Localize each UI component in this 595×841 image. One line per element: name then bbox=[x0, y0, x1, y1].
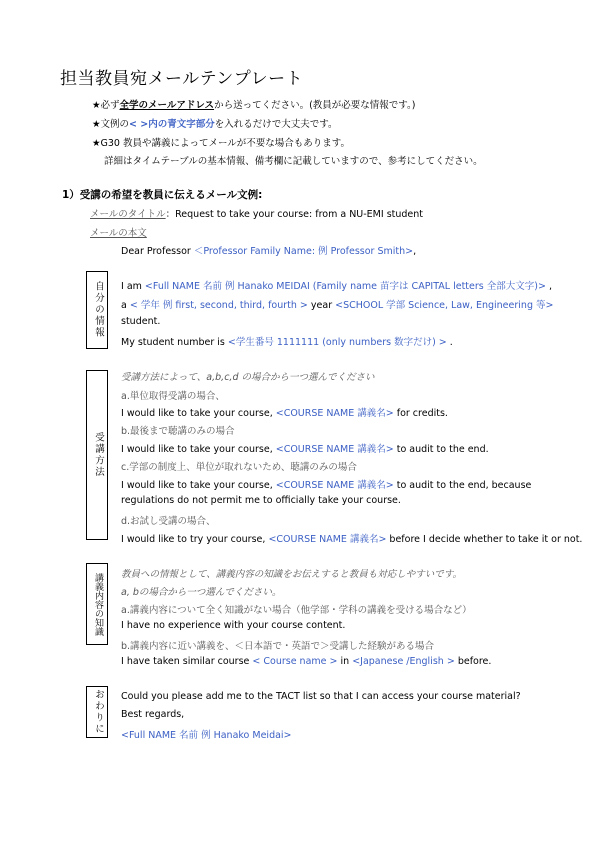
course-name-placeholder: <COURSE NAME 講義名> bbox=[275, 480, 394, 491]
method-c-label: c.学部の制度上、単位が取れないため、聴講のみの場合 bbox=[121, 462, 357, 473]
method-b-suffix: to audit to the end. bbox=[393, 444, 489, 455]
student-number-placeholder: <学生番号 1111111 (only numbers 数字だけ) > bbox=[227, 337, 447, 348]
full-name-placeholder: <Full NAME 名前 例 Hanako MEIDAI (Family name 苗字は CAPITAL letters 全部大文字)> bbox=[144, 281, 546, 292]
knowledge-a-label: a.講義内容について全く知識がない場合（他学部・学科の講義を受ける場合など） bbox=[121, 605, 472, 616]
knowledge-b-text bbox=[121, 656, 491, 667]
a-text: a bbox=[121, 300, 130, 311]
knowledge-b-label: b.講義内容に近い講義を、＜日本語で・英語で＞受講した経験がある場合 bbox=[121, 641, 435, 652]
note-1-emphasis: 全学のメールアドレス bbox=[119, 100, 215, 111]
iam-text: I am bbox=[121, 281, 145, 292]
note-1-prefix: ★必ず bbox=[92, 100, 120, 111]
method-a-text bbox=[121, 405, 448, 419]
closing-signature: <Full NAME 名前 例 Hanako Meidai> bbox=[121, 730, 292, 741]
method-b-label: b.最後まで聴講のみの場合 bbox=[121, 426, 235, 437]
subject-line bbox=[90, 206, 423, 220]
closing-line-2: Best regards, bbox=[121, 709, 185, 720]
method-tag bbox=[86, 370, 108, 540]
self-info-line-3: student. bbox=[121, 316, 161, 327]
note-2-suffix: を入れるだけで大丈夫です。 bbox=[214, 119, 338, 130]
professor-name-placeholder: ＜Professor Family Name: 例 Professor Smith> bbox=[193, 246, 414, 257]
self-info-line-4 bbox=[121, 334, 453, 348]
school-placeholder: <SCHOOL 学部 Science, Law, Engineering 等> bbox=[335, 300, 554, 311]
knowledge-b-prefix: I have taken similar course bbox=[121, 656, 253, 667]
closing-line-1: Could you please add me to the TACT list so that I can access your course material? bbox=[121, 691, 521, 702]
knowledge-intro-2: a, bの場合から一つ選んでください。 bbox=[121, 587, 282, 598]
method-d-text bbox=[121, 531, 582, 545]
closing-tag-text: おわりに bbox=[93, 689, 104, 735]
method-a-prefix: I would like to take your course, bbox=[121, 408, 276, 419]
closing-tag bbox=[86, 686, 108, 738]
note-2-emphasis: < >内の青文字部分 bbox=[129, 119, 215, 130]
method-intro: 受講方法によって、a,b,c,d の場合から一つ選んでください bbox=[121, 372, 375, 383]
method-b-text bbox=[121, 441, 489, 455]
note-2 bbox=[92, 116, 338, 130]
page-title: 担当教員宛メールテンプレート bbox=[60, 69, 304, 89]
greeting-prefix: Dear Professor bbox=[121, 246, 194, 257]
in-text: in bbox=[337, 656, 353, 667]
course-name-placeholder: <COURSE NAME 講義名> bbox=[275, 408, 394, 419]
note-2-prefix: ★文例の bbox=[92, 119, 130, 130]
method-c-text bbox=[121, 477, 531, 491]
self-info-tag bbox=[86, 271, 108, 349]
method-tag-text: 受講方法 bbox=[93, 432, 104, 478]
self-info-line-1 bbox=[121, 278, 552, 292]
note-1-suffix: から送ってください。(教員が必要な情報です。) bbox=[214, 100, 416, 111]
note-1 bbox=[92, 97, 415, 111]
note-4: 詳細はタイムテーブルの基本情報、備考欄に記載していますので、参考にしてください。 bbox=[104, 156, 483, 167]
self-info-line-2 bbox=[121, 297, 553, 311]
knowledge-a-text: I have no experience with your course content. bbox=[121, 620, 346, 631]
year-placeholder: < 学年 例 first, second, third, fourth > bbox=[129, 300, 308, 311]
course-name-placeholder: <COURSE NAME 講義名> bbox=[275, 444, 394, 455]
subject-label: メールのタイトル bbox=[90, 209, 166, 220]
comma-text: , bbox=[545, 281, 552, 292]
knowledge-intro-1: 教員への情報として、講義内容の知識をお伝えすると教員も対応しやすいです。 bbox=[121, 569, 463, 580]
method-d-suffix: before I decide whether to take it or not. bbox=[386, 534, 583, 545]
knowledge-tag-text: 講義内容の知識 bbox=[93, 572, 103, 636]
note-3: ★G30 教員や講義によってメールが不要な場合もあります。 bbox=[92, 138, 351, 149]
method-d-prefix: I would like to try your course, bbox=[121, 534, 269, 545]
section-heading: 1）受講の希望を教員に伝えるメール文例: bbox=[62, 189, 263, 201]
year-text: year bbox=[307, 300, 336, 311]
student-number-text: My student number is bbox=[121, 337, 228, 348]
method-a-label: a.単位取得受講の場合、 bbox=[121, 391, 225, 402]
body-label: メールの本文 bbox=[90, 228, 147, 239]
course-name-placeholder: <COURSE NAME 講義名> bbox=[268, 534, 387, 545]
method-c-prefix: I would like to take your course, bbox=[121, 480, 276, 491]
greeting-line bbox=[121, 243, 416, 257]
period-text: . bbox=[446, 337, 453, 348]
subject-value: ：Request to take your course: from a NU-EMI student bbox=[165, 209, 424, 220]
method-d-label: d.お試し受講の場合、 bbox=[121, 516, 216, 527]
greeting-comma: , bbox=[413, 246, 417, 257]
method-a-suffix: for credits. bbox=[393, 408, 448, 419]
method-b-prefix: I would like to take your course, bbox=[121, 444, 276, 455]
knowledge-tag bbox=[86, 563, 108, 645]
course-name-placeholder: < Course name > bbox=[252, 656, 338, 667]
self-info-tag-text: 自分の情報 bbox=[93, 281, 104, 339]
language-placeholder: <Japanese /English > bbox=[352, 656, 455, 667]
method-c-text-2: regulations do not permit me to officially take your course. bbox=[121, 495, 401, 506]
before-text: before. bbox=[454, 656, 492, 667]
method-c-suffix: to audit to the end, because bbox=[393, 480, 532, 491]
